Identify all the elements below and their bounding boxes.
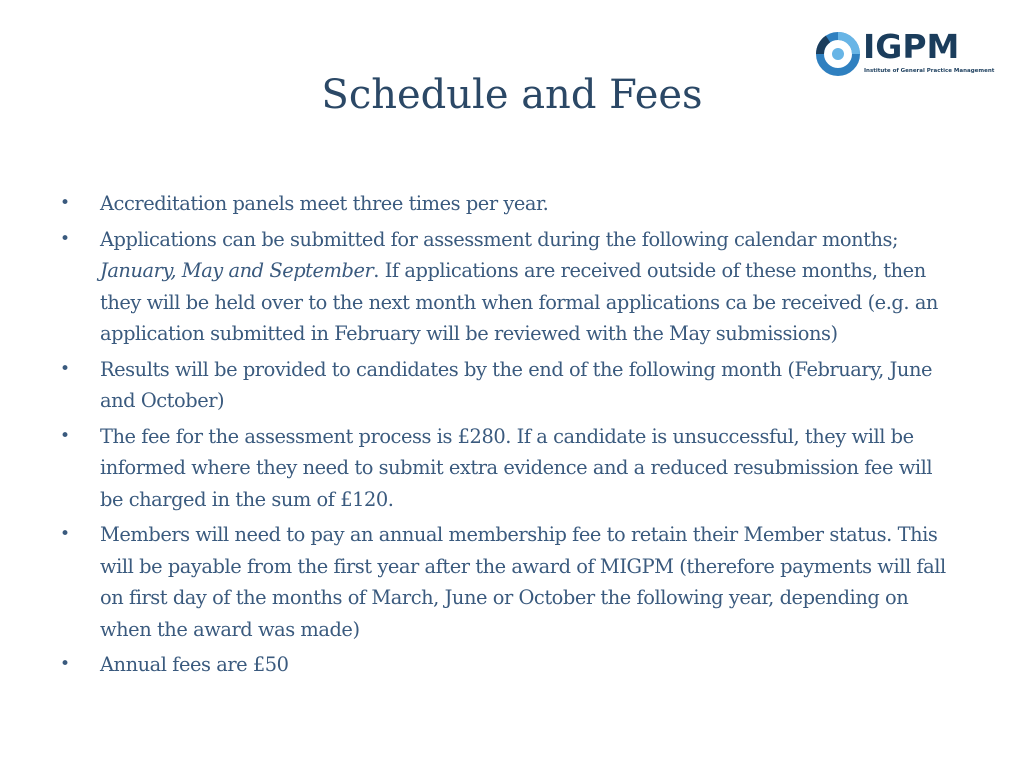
bullet-dot-icon: • xyxy=(60,358,70,379)
bullet-list xyxy=(60,188,960,685)
bullet-text: Applications can be submitted for assessment during the following calendar months; xyxy=(100,227,899,251)
bullet-dot-icon: • xyxy=(60,654,70,674)
bullet-text-italic: January, May and September xyxy=(100,259,374,282)
bullet-text: Results will be provided to candidates by the end of the following month (February, June and October) xyxy=(100,357,933,412)
igpm-logo-mark-icon xyxy=(816,32,860,76)
bullet-text: The fee for the assessment process is £280. If a candidate is unsuccessful, they will be informed where they need to submit extra evidence and a reduced resubmission fee will be charged in the sum of £120. xyxy=(100,424,933,511)
logo-tagline: Institute of General Practice Management xyxy=(864,68,995,74)
bullet-dot-icon: • xyxy=(60,425,70,446)
bullet-dot-icon: • xyxy=(60,524,70,544)
bullet-dot-icon: • xyxy=(60,228,70,249)
bullet-item xyxy=(60,649,960,681)
bullet-item xyxy=(60,519,960,645)
page-title: Schedule and Fees xyxy=(321,72,703,118)
bullet-item xyxy=(60,224,960,350)
bullet-item xyxy=(60,354,960,417)
bullet-dot-icon: • xyxy=(60,193,70,213)
bullet-text: Accreditation panels meet three times per year. xyxy=(100,192,549,215)
logo-wordmark: IGPM xyxy=(863,27,960,66)
bullet-item xyxy=(60,421,960,516)
bullet-text: Annual fees are £50 xyxy=(100,653,289,676)
bullet-text: Members will need to pay an annual membership fee to retain their Member status. This will be payable from the first year after the award of MIGPM (therefore payments will fall on first day of the months of March, June or October the following year, depending on when the award was made) xyxy=(100,523,946,641)
bullet-text: . If applications are received outside of these months, then they will be held over to the next month when formal applications ca be received (e.g. an application submitted in February will be reviewed with the May submissions) xyxy=(100,259,938,345)
bullet-item xyxy=(60,188,960,220)
